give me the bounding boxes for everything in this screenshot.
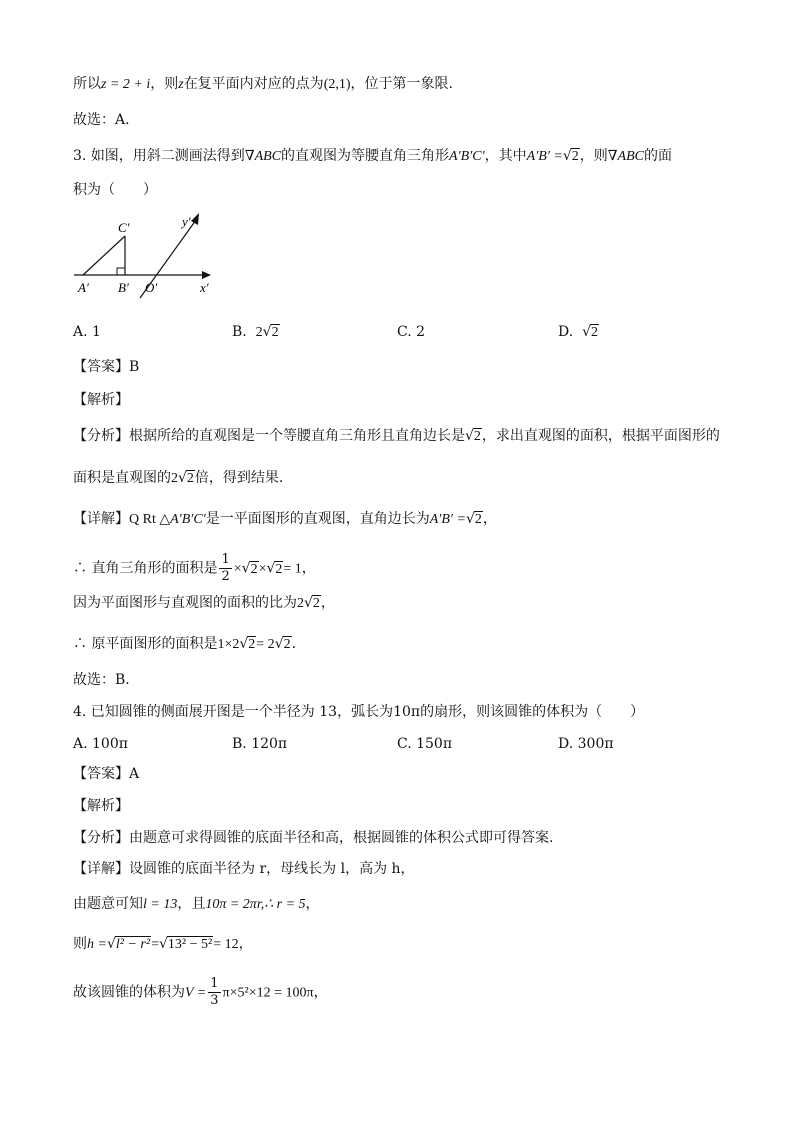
text: 由题意可求得圆锥的底面半径和高，根据圆锥的体积公式即可得答案.	[129, 830, 554, 846]
option-b: B. 2√2	[232, 324, 279, 340]
text: ，则	[579, 148, 608, 164]
coef: 2	[255, 325, 263, 340]
radicand: 2	[248, 637, 256, 652]
text: 倍，得到结果.	[194, 470, 284, 486]
answer-label: 【答案】	[73, 359, 129, 375]
radicand: 2	[283, 637, 291, 652]
label-y: y′	[182, 214, 191, 229]
choice-line: 故选：B.	[73, 672, 130, 688]
text: ，则	[150, 76, 179, 92]
text: 由题意可知	[73, 896, 143, 912]
expr: h =	[87, 937, 107, 952]
text: ，	[305, 896, 320, 912]
answer-value: B	[129, 359, 140, 375]
text: 在复平面内对应的点为	[183, 76, 324, 92]
text: 面积是直观图的	[73, 470, 171, 486]
expr: l = 13	[143, 897, 178, 912]
radicand: 2	[275, 561, 283, 577]
text: ∴ 原平面图形的面积是	[73, 636, 218, 652]
section-label: 【详解】	[73, 511, 129, 527]
radicand: 2	[473, 429, 481, 444]
section-label: 【分析】	[73, 830, 129, 846]
text: 则	[73, 936, 87, 952]
radicand: 2	[271, 325, 279, 340]
radicand: 2	[571, 149, 579, 164]
var-z: z	[178, 77, 184, 92]
detail-4-line-3: 则h =√l² − r²=√13² − 5²= 12，	[73, 936, 253, 952]
text: .	[291, 636, 297, 652]
option-c: C. 2	[397, 324, 426, 340]
detail-3-line-4: ∴ 原平面图形的面积是1×2√2= 2√2.	[73, 636, 297, 652]
answer-4	[73, 764, 139, 784]
label-o: O′	[145, 280, 158, 295]
text: ，其中	[484, 148, 527, 164]
equation-z: z = 2 + i	[101, 77, 151, 92]
y-axis-arrow	[191, 213, 199, 225]
detail-4-line-2	[73, 894, 320, 915]
analysis-4	[73, 828, 553, 848]
text: ，求出直观图的面积，根据平面图形的	[481, 428, 720, 444]
fraction-half	[219, 552, 231, 585]
text: ，	[313, 984, 328, 1001]
text: 的直观图为等腰直角三角形	[281, 148, 450, 164]
text: ，	[320, 595, 335, 611]
option-b: B. 120π	[232, 736, 288, 752]
triangle-prime: A′B′C′	[449, 149, 485, 164]
expr: 1×2	[217, 637, 240, 652]
denominator: 2	[221, 569, 230, 584]
text: 如图，用斜二测画法得到	[90, 148, 245, 164]
answer-value: A	[129, 766, 140, 782]
question-3-line-1: 3. 如图，用斜二测画法得到∇ABC的直观图为等腰直角三角形A′B′C′，其中A′B′ =√2，则∇ABC的面	[73, 148, 672, 164]
analysis-3-line-1: 【分析】根据所给的直观图是一个等腰直角三角形且直角边长是√2，求出直观图的面积，根据平面图形的	[73, 428, 720, 444]
label-b: B′	[118, 280, 129, 295]
fraction-third	[208, 976, 220, 1009]
side-ac	[83, 236, 125, 275]
expr: 10π = 2πr,∴ r = 5	[205, 897, 306, 912]
radicand: 2	[474, 512, 482, 527]
x-axis-arrow	[202, 271, 211, 279]
radicand: 2	[186, 471, 194, 486]
detail-4-line-1	[73, 859, 415, 879]
text: 的面	[644, 148, 672, 164]
question-4: 4. 已知圆锥的侧面展开图是一个半径为 13，弧长为10π的扇形，则该圆锥的体积为（ ）	[73, 704, 645, 720]
text: ，位于第一象限.	[350, 76, 453, 92]
triangle-prime: A′B′C′	[170, 512, 206, 527]
option-a: A. 100π	[73, 736, 128, 752]
label-a: A′	[78, 280, 89, 295]
triangle-abc: ∇ABC	[244, 149, 282, 164]
text: 是一平面图形的直观图，直角边长为	[205, 511, 430, 527]
text: 设圆锥的底面半径为 r，母线长为 l，高为 h，	[129, 861, 415, 877]
label-x: x′	[200, 280, 209, 295]
coef: 2	[171, 471, 178, 486]
detail-3-line-2: ∴ 直角三角形的面积是 $\frac{1}{2}$ ×√2×√2= 1，	[73, 552, 316, 584]
symbol: ×	[233, 561, 242, 577]
symbol: ×	[258, 561, 267, 577]
sentence-conclusion	[73, 74, 453, 95]
result: = 1，	[283, 561, 316, 577]
result: = 12	[213, 937, 239, 952]
oblique-projection-figure	[70, 208, 230, 300]
choice-line: 故选：A.	[73, 112, 130, 128]
numerator: 1	[210, 976, 219, 991]
text: ，	[482, 511, 497, 527]
point: (2,1)	[323, 77, 351, 92]
analysis-3-line-2: 面积是直观图的2√2倍，得到结果.	[73, 470, 284, 486]
detail-3-line-3: 因为平面图形与直观图的面积的比为2√2，	[73, 595, 335, 611]
answer-label: 【答案】	[73, 766, 129, 782]
numerator: 1	[221, 552, 230, 567]
option-d: D. √2	[558, 324, 599, 340]
text: ∴ 直角三角形的面积是	[73, 560, 218, 577]
text: ，且	[177, 896, 206, 912]
detail-4-line-4	[73, 976, 328, 1009]
radicand: 13² − 5²	[167, 937, 213, 952]
section-label: 【分析】	[73, 428, 129, 444]
expr: π×5²×12 = 100π	[222, 985, 314, 1001]
radicand: 2	[591, 325, 599, 340]
text: 根据所给的直观图是一个等腰直角三角形且直角边长是	[129, 428, 465, 444]
analysis-heading: 【解析】	[73, 798, 129, 814]
radicand: 2	[250, 561, 258, 577]
question-number: 3.	[73, 148, 87, 164]
denominator: 3	[210, 993, 219, 1008]
answer-3	[73, 357, 139, 377]
right-angle-mark	[117, 268, 125, 275]
text: ，	[238, 936, 253, 952]
option-c: C. 150π	[397, 736, 453, 752]
section-label: 【详解】	[73, 861, 129, 877]
expr: V =	[185, 985, 207, 1001]
triangle-abc: ∇ABC	[607, 149, 644, 164]
text: 所以	[73, 76, 101, 92]
radicand: 2	[312, 596, 320, 611]
option-label: B.	[232, 324, 247, 340]
detail-3-line-1: 【详解】Q Rt △A′B′C′是一平面图形的直观图，直角边长为A′B′ =√2，	[73, 511, 497, 527]
label-c: C′	[118, 220, 130, 235]
analysis-heading: 【解析】	[73, 392, 129, 408]
text: 因为平面图形与直观图的面积的比为	[73, 595, 297, 611]
option-a: A. 1	[73, 324, 101, 340]
segment-ab: A′B′ =	[429, 512, 466, 527]
radicand: l² − r²	[115, 937, 151, 952]
expr: = 2	[256, 637, 275, 652]
option-label: D.	[558, 324, 574, 340]
symbol: =	[151, 937, 159, 952]
coef: 2	[297, 596, 304, 611]
option-d: D. 300π	[558, 736, 614, 752]
question-3-line-2: 积为（ ）	[73, 182, 157, 198]
text: 故该圆锥的体积为	[73, 984, 185, 1001]
segment-ab: A′B′ =	[526, 149, 563, 164]
symbol: Q Rt △	[129, 512, 171, 527]
